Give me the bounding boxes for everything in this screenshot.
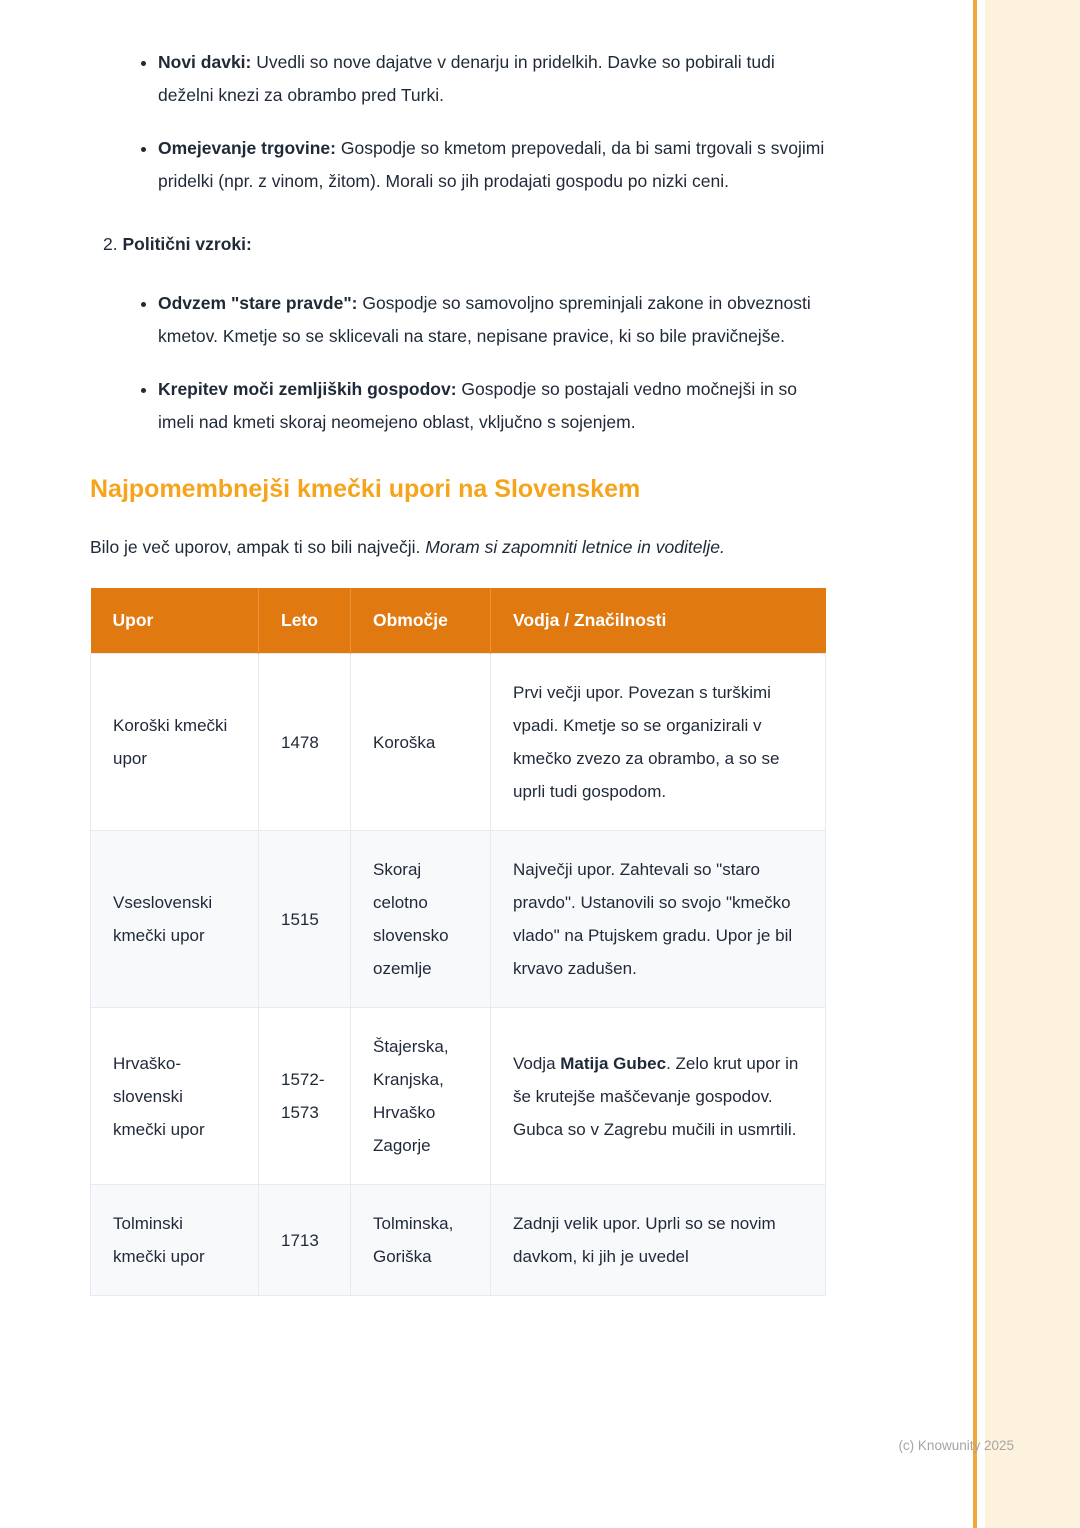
page-edge-accent-line	[973, 0, 977, 1528]
cell-leto: 1478	[259, 654, 351, 831]
list-item-lead: Omejevanje trgovine:	[158, 138, 336, 158]
list-item	[158, 132, 830, 198]
cell-vodja	[491, 654, 826, 831]
cell-leto: 1572-1573	[259, 1008, 351, 1185]
section-number: 2.	[103, 234, 118, 254]
vodja-text: . Zelo krut upor in še krutejše maščevanje gospodov. Gubca so v Zagrebu mučili in usmrtili.	[513, 1053, 799, 1139]
uprisings-table	[90, 588, 826, 1296]
vodja-text: Prvi večji upor. Povezan s turškimi vpadi. Kmetje so se organizirali v kmečko zvezo za obrambo, a so se uprli tudi gospodom.	[513, 683, 780, 801]
cell-upor: Vseslovenski kmečki upor	[91, 831, 259, 1008]
list-item-text: Gospodje so samovoljno spreminjali zakone in obveznosti kmetov. Kmetje so se sklicevali na stare, nepisane pravice, ki so bile pravičnejše.	[158, 293, 811, 346]
vodja-bold: Matija Gubec	[560, 1053, 667, 1073]
list-item-lead: Krepitev moči zemljiških gospodov:	[158, 379, 457, 399]
table-header-row	[91, 588, 826, 654]
cell-leto: 1515	[259, 831, 351, 1008]
table-header-obmocje: Območje	[351, 588, 491, 654]
cell-obmocje: Tolminska, Goriška	[351, 1185, 491, 1296]
cell-vodja	[491, 831, 826, 1008]
cell-upor: Koroški kmečki upor	[91, 654, 259, 831]
intro-text: Bilo je več uporov, ampak ti so bili največji.	[90, 537, 421, 557]
table-row	[91, 654, 826, 831]
page-title: Najpomembnejši kmečki upori na Slovenskem	[90, 475, 641, 503]
economic-causes-list	[90, 46, 830, 198]
cell-vodja	[491, 1008, 826, 1185]
table-row	[91, 1185, 826, 1296]
cell-vodja	[491, 1185, 826, 1296]
intro-note-italic: Moram si zapomniti letnice in voditelje.	[425, 537, 725, 557]
table-row	[91, 831, 826, 1008]
cell-obmocje: Koroška	[351, 654, 491, 831]
political-causes-list	[90, 287, 830, 439]
list-item	[158, 287, 830, 353]
list-item	[158, 373, 830, 439]
numbered-section-heading	[90, 228, 830, 261]
cell-upor: Tolminski kmečki upor	[91, 1185, 259, 1296]
table-header-upor: Upor	[91, 588, 259, 654]
list-item	[158, 46, 830, 112]
cell-upor: Hrvaško-slovenski kmečki upor	[91, 1008, 259, 1185]
cell-obmocje: Skoraj celotno slovensko ozemlje	[351, 831, 491, 1008]
list-item-text: Gospodje so kmetom prepovedali, da bi sami trgovali s svojimi pridelki (npr. z vinom, žitom). Morali so jih prodajati gospodu po nizki ceni.	[158, 138, 825, 191]
cell-obmocje: Štajerska, Kranjska, Hrvaško Zagorje	[351, 1008, 491, 1185]
table-header-vodja: Vodja / Značilnosti	[491, 588, 826, 654]
intro-paragraph	[90, 531, 830, 564]
list-item-lead: Novi davki:	[158, 52, 252, 72]
list-item-lead: Odvzem "stare pravde":	[158, 293, 358, 313]
vodja-text: Zadnji velik upor. Uprli so se novim davkom, ki jih je uvedel	[513, 1214, 776, 1266]
table-header-leto: Leto	[259, 588, 351, 654]
page-content	[90, 0, 830, 1296]
vodja-text: Vodja	[513, 1053, 561, 1073]
cell-leto: 1713	[259, 1185, 351, 1296]
list-item-text: Gospodje so postajali vedno močnejši in so imeli nad kmeti skoraj neomejeno oblast, vključno s sojenjem.	[158, 379, 798, 432]
watermark: (c) Knowunity 2025	[898, 1438, 1014, 1453]
table-row	[91, 1008, 826, 1185]
section-label: Politični vzroki:	[122, 234, 252, 254]
vodja-text: Največji upor. Zahtevali so "staro pravdo". Ustanovili so svojo "kmečko vlado" na Ptujskem gradu. Upor je bil krvavo zadušen.	[513, 860, 793, 978]
page-side-band	[985, 0, 1080, 1528]
list-item-text: Uvedli so nove dajatve v denarju in pridelkih. Davke so pobirali tudi deželni knezi za obrambo pred Turki.	[158, 52, 775, 105]
